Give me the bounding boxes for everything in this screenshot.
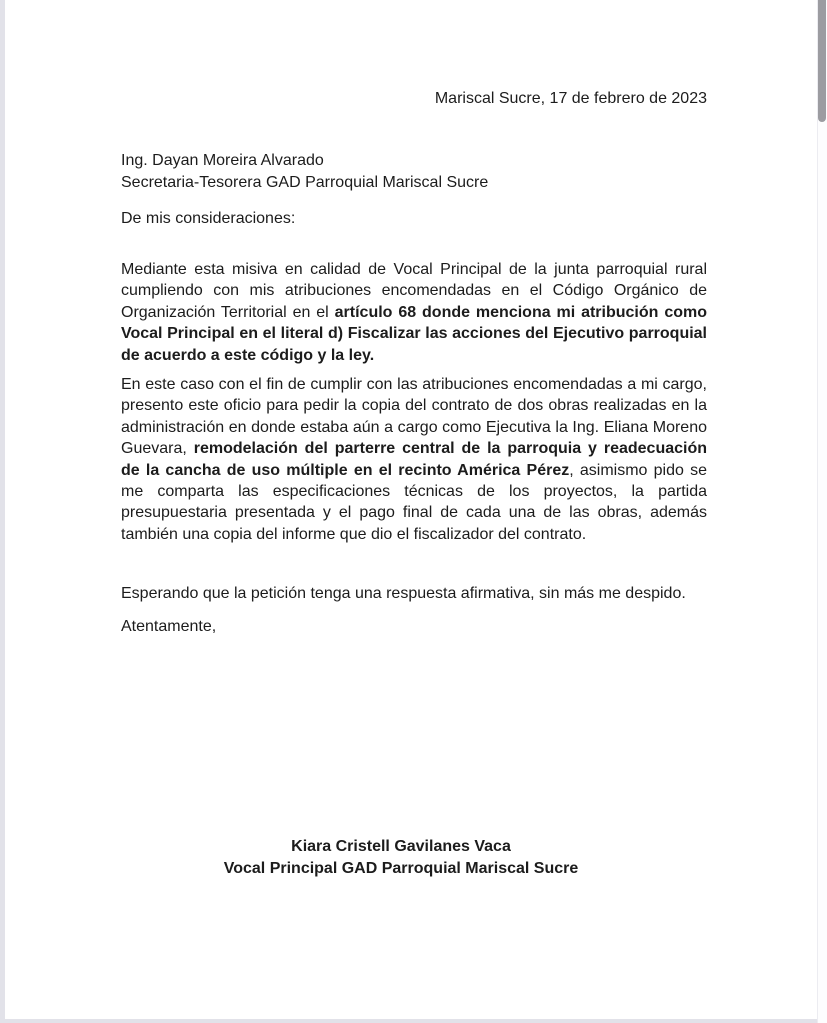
- recipient-name: Ing. Dayan Moreira Alvarado: [121, 152, 324, 169]
- recipient-block: [121, 150, 488, 194]
- paragraph-1-segment-regular: Mediante esta misiva en calidad de Vocal Principal de la junta parroquial rural cumpliendo con mis atribuciones encomendadas en el Código Orgánico de Organización Territorial en el: [121, 261, 707, 321]
- body-paragraph-2: [121, 374, 707, 545]
- page-left-edge: [0, 0, 5, 1023]
- date-line: Mariscal Sucre, 17 de febrero de 2023: [434, 90, 707, 107]
- recipient-title: Secretaria-Tesorera GAD Parroquial Mariscal Sucre: [121, 174, 489, 191]
- salutation: De mis consideraciones:: [121, 210, 296, 227]
- scrollbar-track[interactable]: [817, 0, 827, 1023]
- signoff-line: Atentamente,: [121, 618, 217, 635]
- paragraph-1-segment-bold: artículo 68 donde menciona mi atribución como Vocal Principal en el literal d) Fiscalizar las acciones del Ejecutivo parroquial de acuerdo a este código y la ley.: [121, 303, 707, 364]
- paragraph-2-segment-bold: remodelación del parterre central de la parroquia y readecuación de la cancha de uso múltiple en el recinto América Pérez: [121, 440, 707, 479]
- signature-block: [121, 836, 681, 879]
- closing-line: Esperando que la petición tenga una respuesta afirmativa, sin más me despido.: [121, 585, 686, 602]
- body-paragraph-1: [121, 259, 707, 366]
- scrollbar-thumb[interactable]: [818, 0, 826, 122]
- signature-name: Kiara Cristell Gavilanes Vaca: [291, 838, 511, 855]
- paragraph-2-segment-regular-1: En este caso con el fin de cumplir con las atribuciones encomendadas a mi cargo, presento este oficio para pedir la copia del contrato de dos obras realizadas en la administración en donde estaba aún a cargo como Ejecutiva la Ing. Eliana Moreno Guevara,: [121, 376, 707, 458]
- paragraph-2-segment-regular-2: , asimismo pido se me comparta las especificaciones técnicas de los proyectos, la partida presupuestaria presentada y el pago final de cada una de las obras, además también una copia del informe que dio el fiscalizador del contrato.: [121, 461, 707, 543]
- signature-title: Vocal Principal GAD Parroquial Mariscal Sucre: [223, 859, 579, 877]
- page-bottom-edge: [0, 1019, 827, 1023]
